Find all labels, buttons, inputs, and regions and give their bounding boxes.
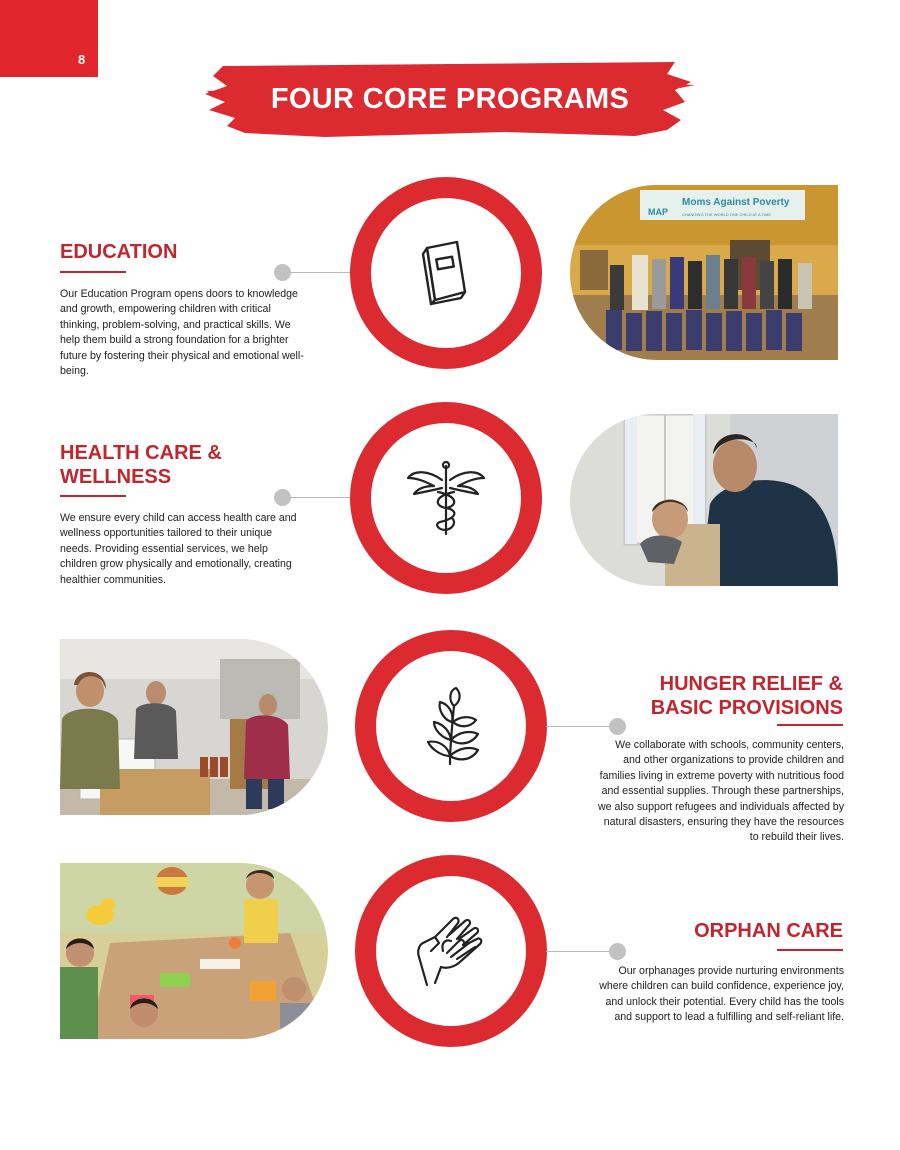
education-icon-ring	[350, 177, 542, 369]
hunger-heading-line2: BASIC PROVISIONS	[650, 697, 843, 719]
health-heading-line2: WELLNESS	[60, 466, 172, 488]
education-heading-text: EDUCATION	[60, 241, 178, 263]
health-heading-line1: HEALTH CARE &	[60, 442, 222, 464]
education-rule	[60, 271, 126, 273]
wheat-icon	[416, 686, 486, 766]
orphan-connector-line	[546, 951, 611, 952]
health-rule	[60, 495, 126, 497]
health-connector-dot	[274, 489, 291, 506]
education-photo	[570, 185, 838, 360]
hunger-relief-photo	[60, 639, 328, 815]
health-heading	[60, 441, 222, 489]
orphan-heading-text: ORPHAN CARE	[694, 920, 843, 942]
hunger-connector-line	[546, 726, 611, 727]
title-banner	[205, 60, 695, 138]
education-connector-dot	[274, 264, 291, 281]
hunger-description: We collaborate with schools, community centers, and other organizations to provide children and families living in extreme poverty with nutritious food and essential supplies. Through these partnerships, we also support refugees and individuals affected by natural disasters, ensuring they have the resources to rebuild their lives.	[598, 739, 844, 844]
hunger-heading-line1: HUNGER RELIEF &	[659, 673, 843, 695]
hunger-icon-ring	[355, 630, 547, 822]
education-description: Our Education Program opens doors to knowledge and growth, empowering children with critical thinking, problem-solving, and practical skills. We help them build a strong foundation for a brighter future by fostering their physical and emotional well-being.	[60, 288, 304, 378]
hunger-connector-dot	[609, 718, 626, 735]
orphan-connector-dot	[609, 943, 626, 960]
orphan-icon-ring	[355, 855, 547, 1047]
health-icon-ring	[350, 402, 542, 594]
orphan-care-photo	[60, 863, 328, 1039]
caduceus-icon	[404, 456, 488, 540]
health-description: We ensure every child can access health care and wellness opportunities tailored to their unique needs. Providing essential services, we help children grow physically and emotionally, creating healthier communities.	[60, 512, 297, 586]
hunger-rule	[777, 724, 843, 726]
notebook-icon	[411, 238, 481, 308]
page-number-tab	[0, 0, 98, 77]
page-title: FOUR CORE PROGRAMS	[270, 83, 630, 115]
school-sign-logo: MAP	[648, 207, 668, 217]
health-photo	[570, 414, 838, 586]
caring-hands-icon	[413, 913, 489, 989]
school-sign-title: Moms Against Poverty	[682, 197, 790, 208]
orphan-description: Our orphanages provide nurturing environments where children can build confidence, experience joy, and unlock their potential. Every child has the tools and support to lead a fulfilling and self-reliant life.	[599, 965, 844, 1024]
hunger-heading	[600, 672, 843, 720]
education-connector-line	[290, 272, 352, 273]
health-connector-line	[290, 497, 352, 498]
orphan-heading	[600, 919, 843, 943]
page-number: 8	[78, 52, 86, 67]
school-sign-tagline: CHANGING THE WORLD ONE CHILD AT A TIME	[682, 212, 772, 217]
orphan-rule	[777, 949, 843, 951]
education-heading	[60, 240, 177, 264]
